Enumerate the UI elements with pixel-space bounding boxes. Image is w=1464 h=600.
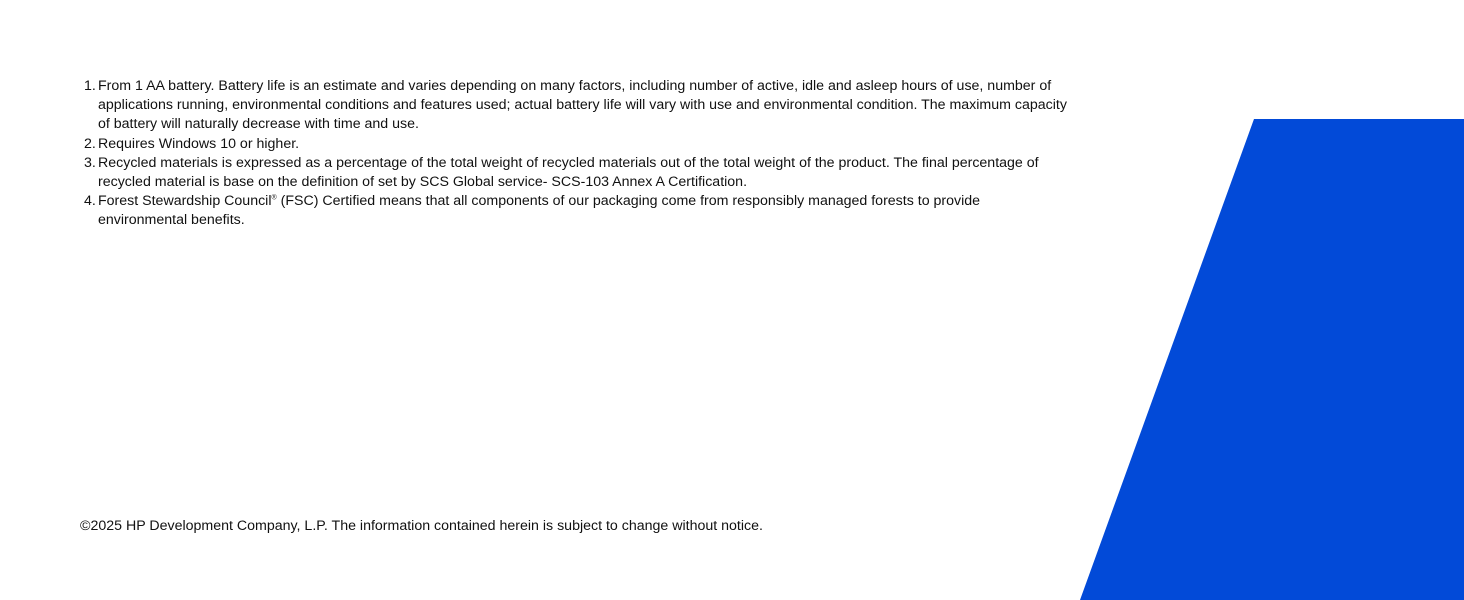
footnote-text-start: Forest Stewardship Council <box>98 193 272 210</box>
footnote-text <box>98 193 980 228</box>
footnote-text: Recycled materials is expressed as a percentage of the total weight of recycled materials out of the total weight of the product. The final percentage of recycled material is base on the definition of set by SCS Global service- SCS-103 Annex A Certification. <box>98 154 1039 191</box>
registered-trademark: ® <box>271 194 277 202</box>
blue-parallelogram <box>1080 119 1464 600</box>
footnote-number: 4. <box>84 193 96 210</box>
footnote-text: From 1 AA battery. Battery life is an estimate and varies depending on many factors, including number of active, idle and asleep hours of use, number of applications running, environmental conditions and features used; actual battery life will vary with use and environmental condition. The maximum capacity of battery will naturally decrease with time and use. <box>98 78 1067 133</box>
footnote-text: Requires Windows 10 or higher. <box>98 135 300 152</box>
footnote-number: 3. <box>84 154 96 171</box>
blue-brand-shape <box>1080 119 1464 600</box>
footnote-3 <box>80 154 1070 192</box>
footnote-number: 1. <box>84 78 96 94</box>
copyright-notice: ©2025 HP Development Company, L.P. The information contained herein is subject to change without notice. <box>80 518 763 534</box>
footnote-number: 2. <box>84 135 96 152</box>
footnote-text-end: (FSC) Certified means that all components of our packaging come from responsibly managed forests to provide environmental benefits. <box>98 193 981 229</box>
footnotes-list <box>80 77 1070 231</box>
footnote-4 <box>80 192 1070 230</box>
footnote-1 <box>80 77 1070 135</box>
footnote-2 <box>80 135 1070 154</box>
